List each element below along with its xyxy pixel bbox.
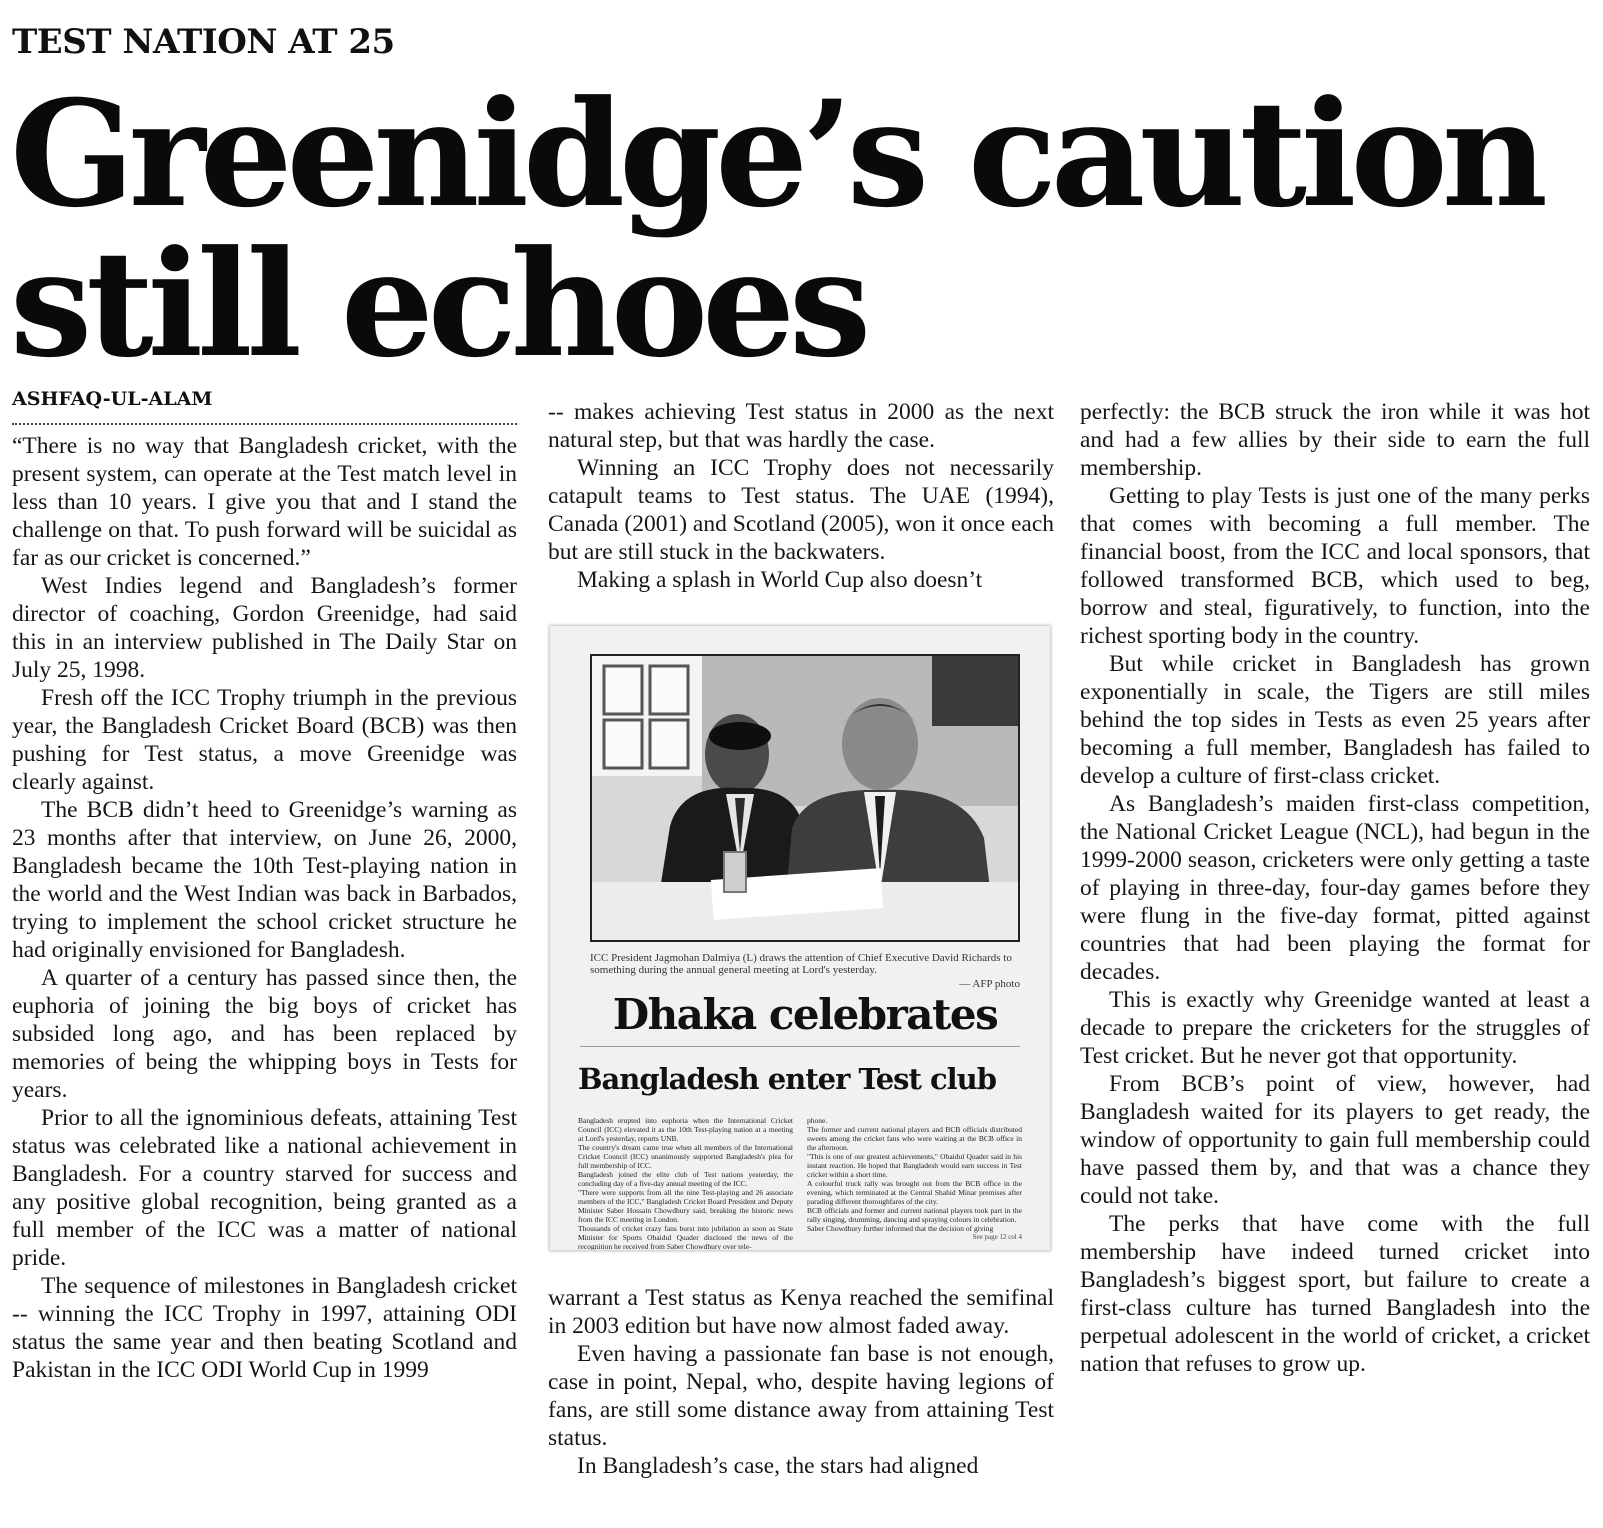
paragraph: As Bangladesh’s maiden first-class competition, the National Cricket League (NCL), had begun in the 1999-2000 season, cricketers were only getting a taste of playing in three-day, four-day games before they were flung in the five-day format, pitted against countries that had been playing the format for decades.: [1080, 791, 1590, 985]
paragraph: -- makes achieving Test status in 2000 as the next natural step, but that was hardly the case.: [548, 399, 1054, 453]
clipping-paragraph: A colourful truck rally was brought out from the BCB office in the evening, which terminated at the Central Shahid Minar premises after parading different thoroughfares of the city.: [807, 1179, 1022, 1206]
photo-two-men-reading-icon: [592, 656, 1018, 940]
clipping-divider: [580, 1046, 1020, 1047]
paragraph: From BCB’s point of view, however, had Bangladesh waited for its players to get ready, the window of opportunity to gain full membership could have passed them by, and that was a chance they could not take.: [1080, 1071, 1590, 1209]
paragraph: The sequence of milestones in Bangladesh cricket -- winning the ICC Trophy in 1997, attaining ODI status the same year and then beating Scotland and Pakistan in the ICC ODI World Cup in 1999: [12, 1273, 517, 1383]
clipping-paragraph: Bangladesh joined the elite club of Test nations yesterday, the concluding day of a five-day annual meeting of the ICC.: [578, 1170, 793, 1188]
paragraph: The perks that have come with the full membership have indeed turned cricket into Bangladesh’s biggest sport, but failure to create a first-class culture has turned Bangladesh into the perpetual adolescent in the world of cricket, a cricket nation that refuses to grow up.: [1080, 1211, 1590, 1377]
paragraph: In Bangladesh’s case, the stars had aligned: [577, 1453, 979, 1479]
photo-caption: ICC President Jagmohan Dalmiya (L) draws the attention of Chief Executive David Richards to something during the annual general meeting at Lord's yesterday.: [590, 952, 1012, 976]
paragraph: A quarter of a century has passed since then, the euphoria of joining the big boys of cricket has subsided long ago, and has been replaced by memories of being the whipping boys in Tests for years.: [12, 965, 517, 1103]
continued-note: See page 12 col 4: [972, 1233, 1022, 1241]
paragraph: Getting to play Tests is just one of the many perks that comes with becoming a full member. The financial boost, from the ICC and local sponsors, that followed transformed BCB, which used to beg, borrow and steal, figuratively, to function, into the richest sporting body in the country.: [1080, 483, 1590, 649]
headline: Greenidge’s caution still echoes: [10, 69, 1542, 390]
article-column-3: [1080, 398, 1590, 1378]
article-column-2-bottom: [548, 1284, 1054, 1480]
clipping-paragraph: BCB officials and former and current national players took part in the rally singing, drumming, dancing and spraying colours in celebration.: [807, 1206, 1022, 1224]
clipping-headline: Dhaka celebrates: [612, 990, 998, 1039]
clipping-paragraph: "There were supports from all the nine Test-playing and 26 associate members of the ICC," Bangladesh Cricket Board President and Deputy Minister Saber Hossain Chowdhury said, breaking the historic news from the ICC meeting in London.: [578, 1188, 793, 1224]
clipping-paragraph: Thousands of cricket crazy fans burst into jubilation as soon as State Minister for Sports Obaidul Quader disclosed the news of the recognition he received from Saber Chowdhury over tele-: [578, 1224, 793, 1250]
article-column-2-top: [548, 398, 1054, 594]
clipping-paragraph: Bangladesh erupted into euphoria when the International Cricket Council (ICC) elevated it as the 10th Test-playing nation at a meeting at Lord's yesterday, reports UNB.: [578, 1116, 793, 1143]
paragraph: West Indies legend and Bangladesh’s former director of coaching, Gordon Greenidge, had said this in an interview published in The Daily Star on July 25, 1998.: [12, 573, 517, 683]
archive-clipping: [550, 626, 1050, 1250]
byline: ASHFAQ-UL-ALAM: [12, 388, 213, 410]
clipping-body: [578, 1116, 1022, 1250]
clipping-paragraph: The former and current national players and BCB officials distributed sweets among the cricket fans who were waiting at the BCB office in the afternoon.: [807, 1125, 1022, 1152]
paragraph: This is exactly why Greenidge wanted at least a decade to prepare the cricketers for the struggles of Test cricket. But he never got that opportunity.: [1080, 987, 1590, 1069]
paragraph: Winning an ICC Trophy does not necessarily catapult teams to Test status. The UAE (1994), Canada (2001) and Scotland (2005), won it once each but are still stuck in the backwaters.: [548, 455, 1054, 565]
clipping-paragraph: The country's dream came true when all members of the International Cricket Council (ICC) unanimously supported Bangladesh's plea for full membership of ICC.: [578, 1143, 793, 1170]
paragraph: perfectly: the BCB struck the iron while it was hot and had a few allies by their side to earn the full membership.: [1080, 399, 1590, 481]
clipping-paragraph: Saber Chowdhury further informed that the decision of giving: [807, 1224, 994, 1233]
clipping-subheadline: Bangladesh enter Test club: [578, 1062, 997, 1096]
paragraph: Even having a passionate fan base is not enough, case in point, Nepal, who, despite having legions of fans, are still some distance away from attaining Test status.: [548, 1341, 1054, 1451]
paragraph: The BCB didn’t heed to Greenidge’s warning as 23 months after that interview, on June 26, 2000, Bangladesh became the 10th Test-playing nation in the world and the West Indian was back in Barbados, trying to implement the school cricket structure he had originally envisioned for Bangladesh.: [12, 797, 517, 963]
photo-credit: — AFP photo: [959, 978, 1020, 990]
paragraph: Making a splash in World Cup also doesn’t: [577, 567, 983, 593]
paragraph: warrant a Test status as Kenya reached the semifinal in 2003 edition but have now almost faded away.: [548, 1285, 1054, 1339]
clipping-column-right: [807, 1116, 1022, 1250]
byline-divider: [12, 423, 517, 425]
article-column-1: [12, 432, 517, 1384]
paragraph: Fresh off the ICC Trophy triumph in the previous year, the Bangladesh Cricket Board (BCB) was then pushing for Test status, a move Greenidge was clearly against.: [12, 685, 517, 795]
section-kicker: TEST NATION AT 25: [12, 22, 395, 62]
paragraph-quote: “There is no way that Bangladesh cricket, with the present system, can operate at the Test match level in less than 10 years. I give you that and I stand the challenge on that. To push forward will be suicidal as far as our cricket is concerned.”: [12, 433, 517, 571]
clipping-column-left: [578, 1116, 793, 1250]
paragraph: But while cricket in Bangladesh has grown exponentially in scale, the Tigers are still miles behind the top sides in Tests as even 25 years after becoming a full member, Bangladesh has failed to develop a culture of first-class cricket.: [1080, 651, 1590, 789]
clipping-paragraph: phone.: [807, 1116, 828, 1125]
archive-photo: [590, 654, 1020, 942]
clipping-paragraph: "This is one of our greatest achievements," Obaidul Quader said in his instant reaction. He hoped that Bangladesh would earn success in Test cricket within a short time.: [807, 1152, 1022, 1179]
paragraph: Prior to all the ignominious defeats, attaining Test status was celebrated like a national achievement in Bangladesh. For a country starved for success and any positive global recognition, being granted as a full member of the ICC was a matter of national pride.: [12, 1105, 517, 1271]
